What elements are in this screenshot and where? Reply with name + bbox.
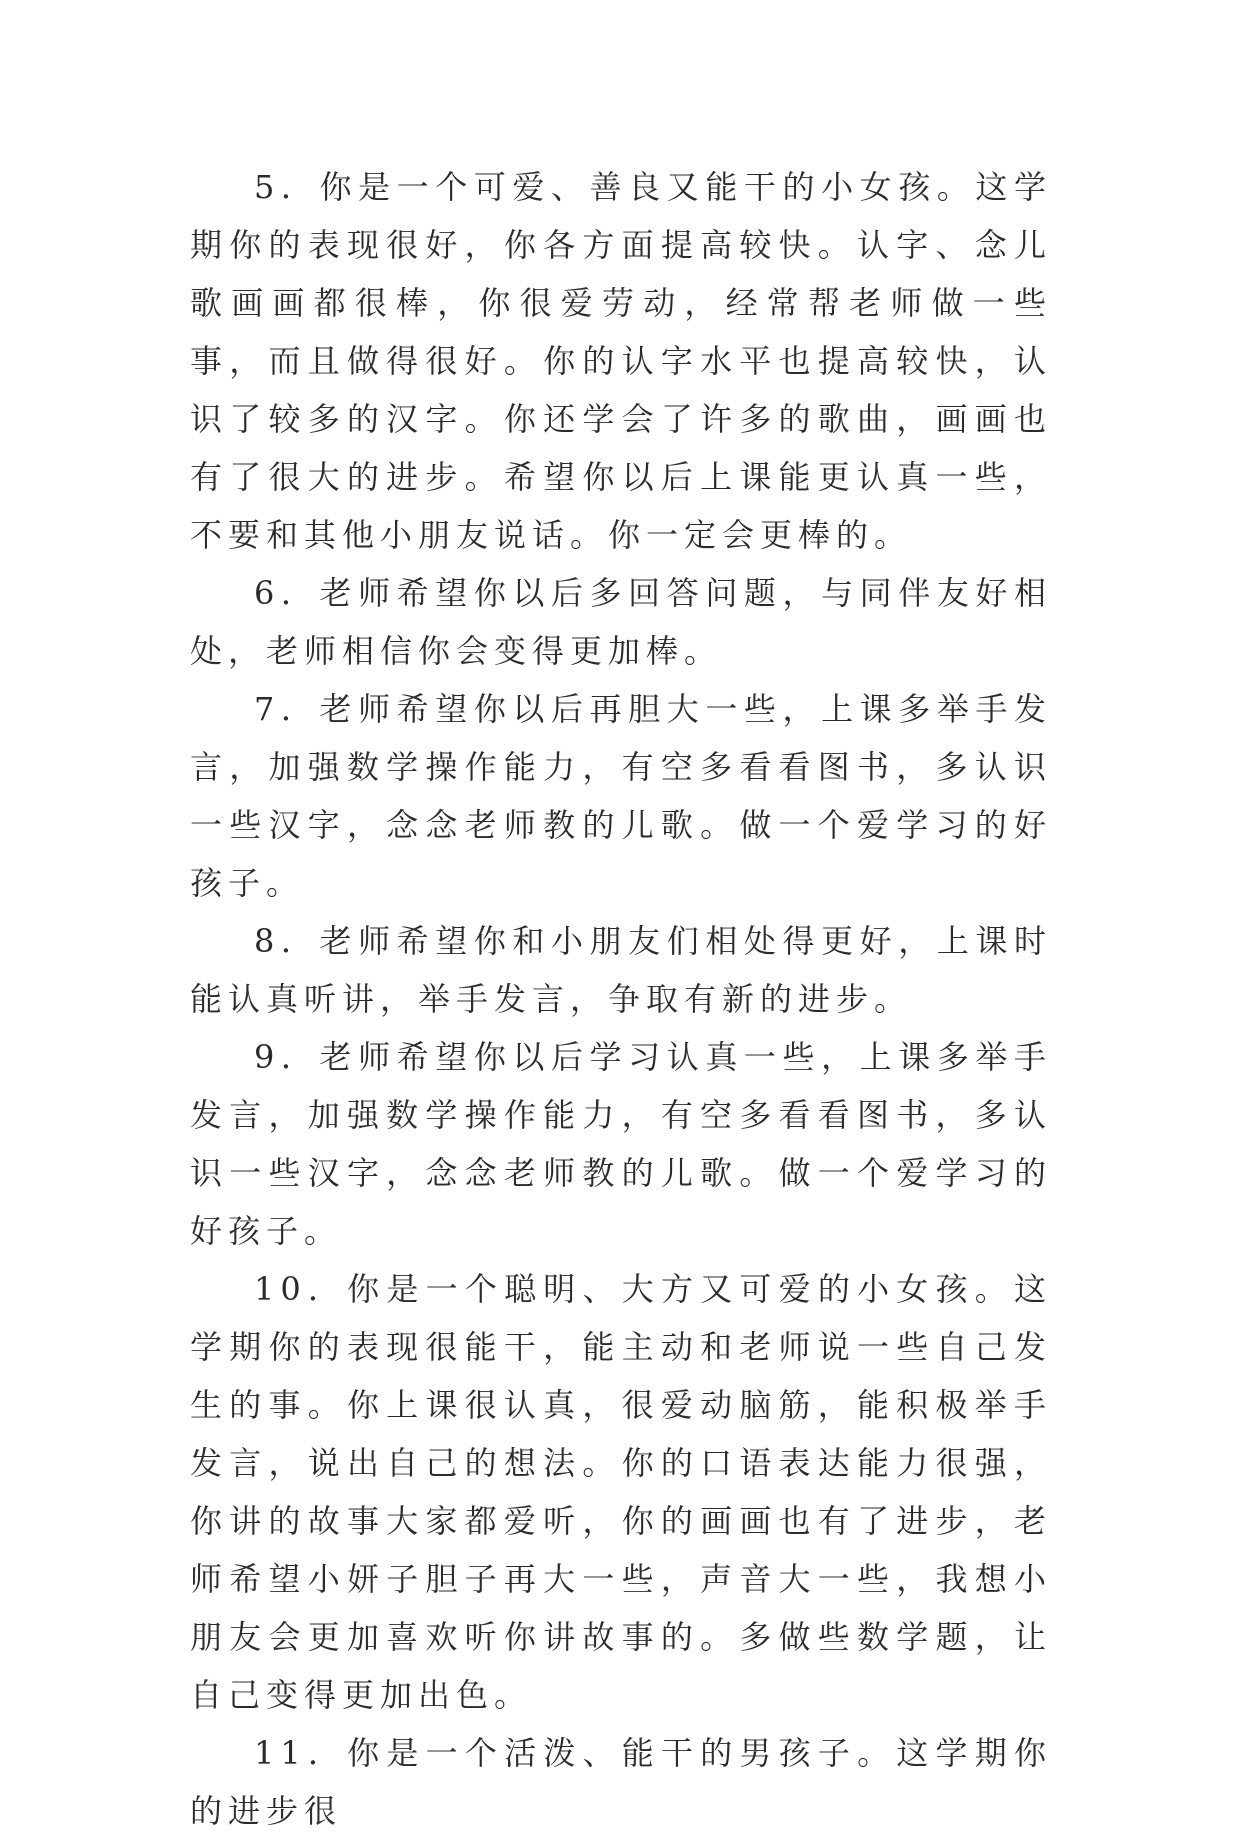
comment-paragraph-10: 10．你是一个聪明、大方又可爱的小女孩。这学期你的表现很能干，能主动和老师说一些自己发生的事。你上课很认真，很爱动脑筋，能积极举手发言，说出自己的想法。你的口语表达能力很强，你讲的故事大家都爱听，你的画画也有了进步，老师希望小妍子胆子再大一些，声音大一些，我想小朋友会更加喜欢听你讲故事的。多做些数学题，让自己变得更加出色。 bbox=[190, 1270, 1052, 1714]
comment-paragraph-7: 7．老师希望你以后再胆大一些，上课多举手发言，加强数学操作能力，有空多看看图书，多认识一些汉字，念念老师教的儿歌。做一个爱学习的好孩子。 bbox=[190, 690, 1052, 902]
comment-paragraph-8: 8．老师希望你和小朋友们相处得更好，上课时能认真听讲，举手发言，争取有新的进步。 bbox=[190, 922, 1052, 1018]
comment-paragraph-11: 11．你是一个活泼、能干的男孩子。这学期你的进步很 bbox=[190, 1734, 1052, 1830]
comment-paragraph-9: 9．老师希望你以后学习认真一些，上课多举手发言，加强数学操作能力，有空多看看图书，多认识一些汉字，念念老师教的儿歌。做一个爱学习的好孩子。 bbox=[190, 1038, 1052, 1250]
comment-paragraph-6: 6．老师希望你以后多回答问题，与同伴友好相处，老师相信你会变得更加棒。 bbox=[190, 574, 1052, 670]
document-page bbox=[190, 158, 1052, 1840]
comment-paragraph-5: 5．你是一个可爱、善良又能干的小女孩。这学期你的表现很好，你各方面提高较快。认字、念儿歌画画都很棒，你很爱劳动，经常帮老师做一些事，而且做得很好。你的认字水平也提高较快，认识了较多的汉字。你还学会了许多的歌曲，画画也有了很大的进步。希望你以后上课能更认真一些，不要和其他小朋友说话。你一定会更棒的。 bbox=[190, 168, 1052, 554]
